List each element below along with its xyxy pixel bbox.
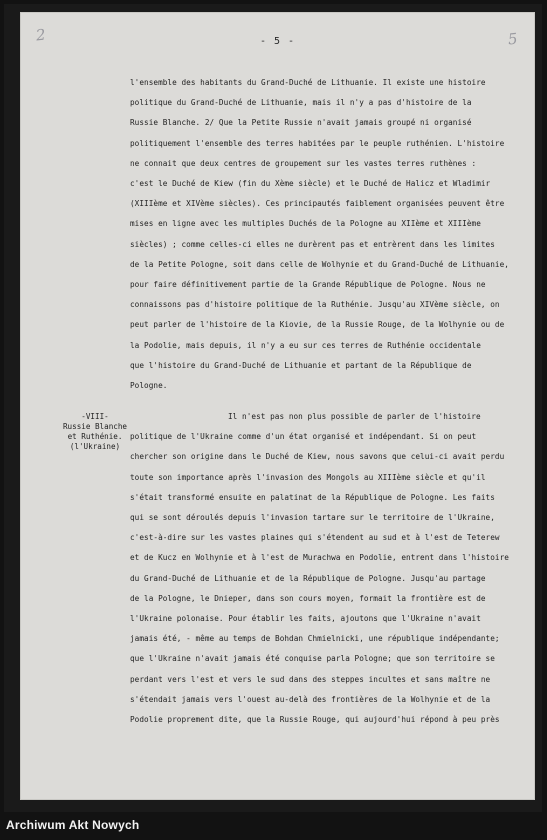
text-line: perdant vers l'est et vers le sud dans des steppes incultes et sans maître ne	[130, 674, 491, 684]
text-line: politique du Grand-Duché de Lithuanie, mais il n'y a pas d'histoire de la	[130, 98, 472, 108]
text-line: Podolie proprement dite, que la Russie Rouge, qui aujourd'hui répond à peu près	[130, 715, 500, 724]
text-line: de la Petite Pologne, soit dans celle de Wolhynie et du Grand-Duché de Lithuanie,	[130, 259, 509, 269]
text-line: (XIIIème et XIVème siècles). Ces principautés faiblement organisées peuvent être	[130, 199, 505, 209]
text-line: c'est le Duché de Kiew (fin du Xème siècle) et le Duché de Halicz et Wladimir	[130, 179, 491, 188]
text-line: politiquement l'ensemble des terres habitées par le peuple ruthénien. L'histoire	[130, 138, 505, 148]
archive-footer	[0, 812, 547, 840]
text-line: Il n'est pas non plus possible de parler de l'histoire	[228, 412, 481, 421]
text-line: la Podolie, mais depuis, il n'y a eu sur ces terres de Ruthénie occidentale	[130, 340, 481, 350]
text-line: s'était transformé ensuite en palatinat de la République de Pologne. Les faits	[130, 492, 495, 502]
text-line: ne connait que deux centres de groupement sur les vastes terres ruthènes :	[130, 158, 477, 168]
text-line: Pologne.	[130, 381, 168, 390]
text-line: l'Ukraine polonaise. Pour établir les faits, ajoutons que l'Ukraine n'avait	[130, 614, 481, 623]
text-line: que l'Ukraine n'avait jamais été conquise parla Pologne; que son territoire se	[130, 654, 495, 664]
text-line: que l'histoire du Grand-Duché de Lithuanie et partant de la République de	[130, 360, 472, 370]
side-heading	[58, 412, 132, 452]
text-line: pour faire définitivement partie de la Grande République de Pologne. Nous ne	[130, 280, 486, 289]
text-line: s'étendait jamais vers l'ouest au-delà des frontières de la Wolhynie et de la	[130, 694, 491, 704]
document-page	[20, 12, 535, 800]
text-line: qui se sont déroulés depuis l'invasion tartare sur le territoire de l'Ukraine,	[130, 513, 495, 522]
page-number: - 5 -	[259, 36, 296, 47]
text-line: de la Pologne, le Dnieper, dans son cours moyen, formait la frontière est de	[130, 593, 486, 603]
text-line: peut parler de l'histoire de la Kiovie, de la Russie Rouge, de la Wolhynie ou de	[130, 320, 505, 330]
text-line: siècles) ; comme celles-ci elles ne durèrent pas et entrèrent dans les limites	[130, 239, 495, 249]
text-line: Russie Blanche. 2/ Que la Petite Russie n'avait jamais groupé ni organisé	[130, 118, 472, 128]
side-heading-line: -VIII-	[81, 412, 109, 421]
text-line: et de Kucz en Wolhynie et à l'est de Murachwa en Podolie, entrent dans l'histoire	[130, 553, 509, 563]
archive-label: Archiwum Akt Nowych	[6, 818, 140, 832]
text-line: c'est-à-dire sur les vastes plaines qui s'étendent au sud et à l'est de Teterew	[130, 533, 500, 543]
text-line: politique de l'Ukraine comme d'un état organisé et indépendant. Si on peut	[130, 432, 477, 442]
text-line: toute son importance après l'invasion des Mongols au XIIIème siècle et qu'il	[130, 472, 486, 482]
text-line: mises en ligne avec les multiples Duchés de la Pologne au XIIème et XIIIème	[130, 219, 481, 229]
text-line: l'ensemble des habitants du Grand-Duché de Lithuanie. Il existe une histoire	[130, 78, 486, 87]
side-heading-line: Russie Blanche	[62, 422, 127, 431]
text-line: jamais été, - même au temps de Bohdan Chmielnicki, une république indépendante;	[130, 634, 500, 644]
margin-note-right: 5	[507, 29, 519, 49]
margin-note-left: 2	[35, 25, 47, 45]
side-heading-line: et Ruthénie.	[67, 432, 123, 441]
text-line: du Grand-Duché de Lithuanie et de la République de Pologne. Jusqu'au partage	[130, 573, 486, 583]
side-heading-line: (l'Ukraine)	[69, 442, 121, 451]
text-line: chercher son origine dans le Duché de Kiew, nous savons que celui-ci avait perdu	[130, 452, 505, 462]
text-line: connaissons pas d'histoire politique de la Ruthénie. Jusqu'au XIVème siècle, on	[130, 300, 500, 310]
